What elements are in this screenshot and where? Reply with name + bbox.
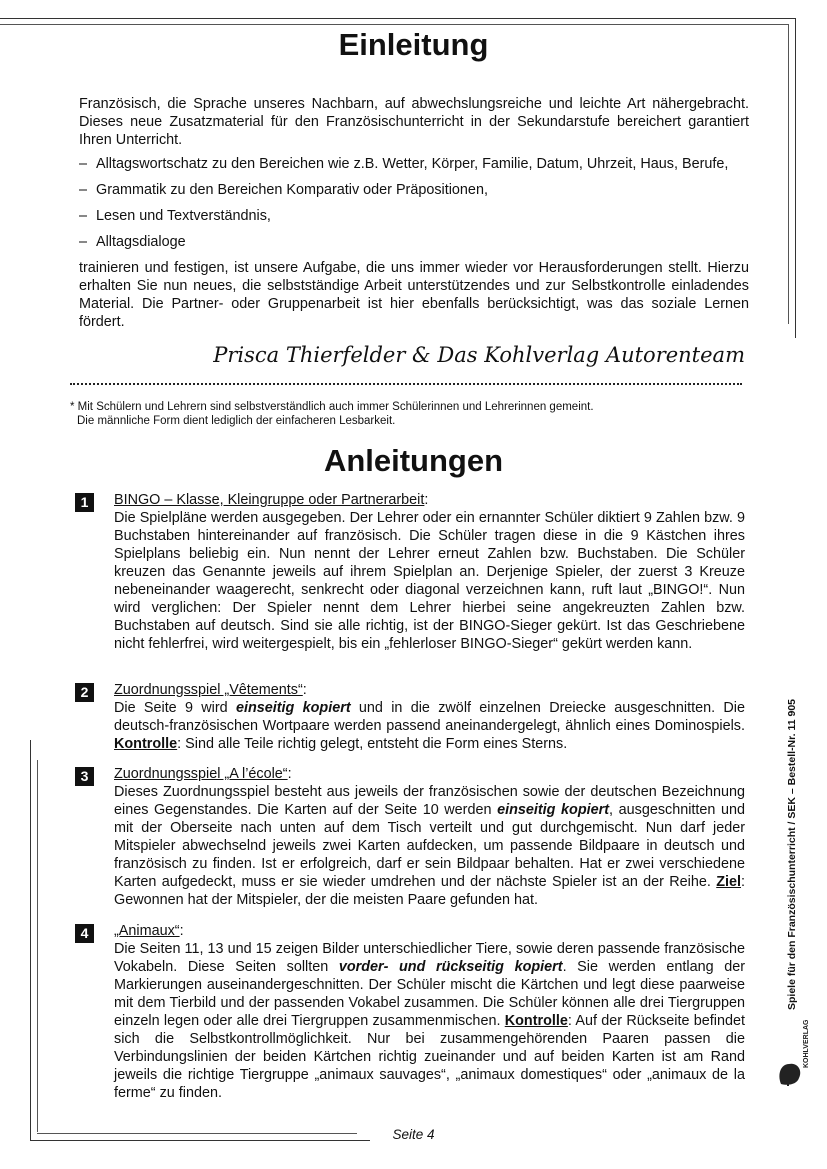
- step-text: : Gewonnen hat der Mitspieler, der die meisten Paare gefunden hat.: [114, 874, 745, 908]
- list-item: – Alltagsdialoge: [79, 234, 186, 250]
- step-text: . Sie werden entlang der Markierungen auseinandergeschnitten. Der Schüler mischt die Kärtchen und legt diese paarweise mit dem Tierbild und der passenden Vokabel zusammen. Die Schüler können alle drei Tiergruppen einzeln legen oder alle drei Tiergruppen zusammenmischen.: [114, 959, 745, 1029]
- step-body: Zuordnungsspiel „A l’école“: Dieses Zuordnungsspiel besteht aus jeweils der französischen sowie der deutschen Bezeichnung eines Gegenstandes. Die Karten auf der Seite 10 werden einseitig kopiert, ausgeschnitten und mit der Oberseite nach unten auf dem Tisch verteilt und gut durchgemischt. Nun darf jeder Mitspieler abwechselnd jeweils zwei Karten aufdecken, um passende Bildpaare in deutsch und französisch zu finden. Ist er erfolgreich, darf er sein Bildpaar behalten. Hat er zwei verschiedene Karten aufgedeckt, muss er sie wieder umdrehen und der nächste Spieler ist an der Reihe. Ziel: Gewonnen hat der Mitspieler, der die meisten Paare gefunden hat.: [114, 766, 746, 908]
- list-item: – Lesen und Textverständnis,: [79, 208, 271, 224]
- frame-line: [795, 18, 796, 338]
- step-text: : Sind alle Teile richtig gelegt, entsteht die Form eines Sterns.: [177, 736, 568, 752]
- page-title: Einleitung: [338, 27, 489, 62]
- frame-line: [37, 760, 38, 1132]
- emphasis-text: einseitig kopiert: [235, 700, 351, 716]
- step-text: , ausgeschnitten und mit der Oberseite nach unten auf dem Tisch verteilt und gut durchgemischt. Nun darf jeder Mitspieler abwechselnd jeweils zwei Karten aufdecken, um passende Bildpaare in deutsch und französisch zu finden. Ist er erfolgreich, darf er sein Bildpaar behalten. Hat er zwei verschiedene Karten aufgedeckt, muss er sie wieder umdrehen und der nächste Spieler ist an der Reihe.: [114, 802, 746, 890]
- list-item-text: Alltagsdialoge: [96, 234, 186, 250]
- list-item-text: Alltagswortschatz zu den Bereichen wie z.B. Wetter, Körper, Familie, Datum, Uhrzeit, Haus, Berufe,: [96, 156, 729, 172]
- step-text: Dieses Zuordnungsspiel besteht aus jeweils der französischen sowie der deutschen Bezeichnung eines Gegenstandes. Die Karten auf der Seite 10 werden: [114, 784, 745, 818]
- footnote: [70, 400, 594, 428]
- topic-list: [79, 155, 749, 259]
- step-heading: Zuordnungsspiel „A l’école“: [114, 766, 288, 782]
- footnote-line: Die männliche Form dient lediglich der einfacheren Lesbarkeit.: [77, 415, 396, 427]
- list-item: – Grammatik zu den Bereichen Komparativ oder Präpositionen,: [79, 182, 488, 198]
- step-body: BINGO – Klasse, Kleingruppe oder Partnerarbeit: Die Spielpläne werden ausgegeben. Der Lehrer oder ein ernannter Schüler diktiert 9 Zahlen bzw. 9 Buchstaben hintereinander auf französisch. Die Schüler tragen diese in die 9 Kästchen ihres Spielplans beliebig ein. Nun nennt der Lehrer erneut Zahlen bzw. Buchstaben. Die Schüler kreuzen das Genannte jeweils auf ihrem Spielplan an. Derjenige Spieler, der zuerst 3 Kreuze nebeneinander waagerecht, senkrecht oder diagonal verzeichnen kann, ruft laut „BINGO!“. Nun wird verglichen: Der Spieler nennt dem Lehrer hierbei seine angekreuzten Zahlen bzw. Buchstaben auf deutsch. Sind sie alle richtig, ist der BINGO-Sieger gekürt. Ist das Geschriebene nicht fehlerfrei, wird weitergespielt, bis ein „fehlerloser BINGO-Sieger“ gekürt werden kann.: [114, 492, 745, 652]
- instruction-step: [75, 491, 745, 653]
- keyword-text: Kontrolle: [114, 736, 178, 752]
- frame-line: [0, 18, 795, 19]
- list-item: – Alltagswortschatz zu den Bereichen wie z.B. Wetter, Körper, Familie, Datum, Uhrzeit, Haus, Berufe,: [79, 156, 729, 172]
- step-text: Die Seiten 11, 13 und 15 zeigen Bilder unterschiedlicher Tiere, sowie deren passende französische Vokabeln. Diese Seiten sollten: [114, 941, 745, 975]
- logo-text: KOHLVERLAG: [803, 1019, 810, 1068]
- instruction-step: [75, 922, 745, 1102]
- step-heading: Zuordnungsspiel „Vêtements“: [114, 682, 303, 698]
- intro-paragraph: trainieren und festigen, ist unsere Aufgabe, die uns immer wieder vor Herausforderungen stellt. Hierzu erhalten Sie nun neues, die selbstständige Arbeit unterstützendes und zur Selbstkontrolle einladendes Material. Die Partner- oder Gruppenarbeit ist hier ebenfalls berücksichtigt, was das soziale Lernen fördert.: [79, 260, 749, 330]
- list-item-text: Lesen und Textverständnis,: [96, 208, 271, 224]
- step-number-badge: 4: [75, 924, 94, 943]
- keyword-text: Kontrolle: [504, 1013, 568, 1029]
- kohlverlag-logo: [775, 1018, 817, 1088]
- step-text: Die Spielpläne werden ausgegeben. Der Lehrer oder ein ernannter Schüler diktiert 9 Zahlen bzw. 9 Buchstaben hintereinander auf französisch. Die Schüler tragen diese in die 9 Kästchen ihres Spielplans beliebig ein. Nun nennt der Lehrer erneut Zahlen bzw. Buchstaben. Die Schüler kreuzen das Genannte jeweils auf ihrem Spielplan an. Derjenige Spieler, der zuerst 3 Kreuze nebeneinander waagerecht, senkrecht oder diagonal verzeichnen kann, ruft laut „BINGO!“. Nun wird verglichen: Der Spieler nennt dem Lehrer hierbei seine angekreuzten Zahlen bzw. Buchstaben auf deutsch. Sind sie alle richtig, ist der BINGO-Sieger gekürt. Ist das Geschriebene nicht fehlerfrei, wird weitergespielt, bis ein „fehlerloser BINGO-Sieger“ gekürt werden kann.: [114, 510, 745, 652]
- step-heading: BINGO – Klasse, Kleingruppe oder Partnerarbeit: [114, 492, 425, 508]
- instruction-step: [75, 681, 745, 753]
- step-text: Die Seite 9 wird: [114, 700, 236, 716]
- dotted-divider: [70, 383, 742, 385]
- frame-line: [0, 24, 788, 25]
- intro-section: [79, 95, 749, 331]
- footnote-line: * Mit Schülern und Lehrern sind selbstverständlich auch immer Schülerinnen und Lehrerinnen gemeint.: [70, 401, 594, 413]
- intro-paragraph: Französisch, die Sprache unseres Nachbarn, auf abwechslungsreiche und leichte Art nähergebracht. Dieses neue Zusatzmaterial für den Französischunterricht in der Sekundarstufe bereichert garantiert Ihren Unterricht.: [79, 96, 749, 148]
- step-text: und in die zwölf einzelnen Dreiecke ausgeschnitten. Die deutsch-französischen Wortpaare werden passend aneinandergelegt, ähnlich eines Dominospiels.: [114, 700, 745, 734]
- step-number-badge: 3: [75, 767, 94, 786]
- frame-line: [788, 24, 789, 324]
- step-heading: „Animaux“: [114, 923, 180, 939]
- step-body: „Animaux“: Die Seiten 11, 13 und 15 zeigen Bilder unterschiedlicher Tiere, sowie deren passende französische Vokabeln. Diese Seiten sollten vorder- und rückseitig kopiert. Sie werden entlang der Markierungen auseinandergeschnitten. Der Schüler mischt die Kärtchen und legt diese paarweise mit dem Tierbild und der passenden Vokabel zusammen. Die Schüler können alle drei Tiergruppen einzeln legen oder alle drei Tiergruppen zusammenmischen. Kontrolle: Auf der Rückseite befindet sich die Selbstkontrollmöglichkeit. Nur bei zusammengehörenden Paaren passen die Verbindungslinien der beiden Kärtchen richtig zueinander und auf beiden Karten ist am Rand jeweils die richtige Tiergruppe „animaux sauvages“, „animaux domestiques“ oder „animaux de la ferme“ zu finden.: [114, 923, 745, 1101]
- section-title: Anleitungen: [323, 443, 504, 478]
- step-number-badge: 2: [75, 683, 94, 702]
- emphasis-text: einseitig kopiert: [497, 802, 610, 818]
- author-signature: Prisca Thierfelder & Das Kohlverlag Autorenteam: [213, 343, 745, 367]
- step-number-badge: 1: [75, 493, 94, 512]
- instruction-step: [75, 765, 745, 909]
- step-body: Zuordnungsspiel „Vêtements“: Die Seite 9 wird einseitig kopiert und in die zwölf einzelnen Dreiecke ausgeschnitten. Die deutsch-französischen Wortpaare werden passend aneinandergelegt, ähnlich eines Dominospiels. Kontrolle: Sind alle Teile richtig gelegt, entsteht die Form eines Sterns.: [114, 682, 745, 752]
- list-item-text: Grammatik zu den Bereichen Komparativ oder Präpositionen,: [96, 182, 488, 198]
- order-number-sidebar: Spiele für den Französischunterricht / SEK – Bestell-Nr. 11 905: [786, 698, 798, 1010]
- step-text: : Auf der Rückseite befindet sich die Selbstkontrollmöglichkeit. Nur bei zusammengehörenden Paaren passen die Verbindungslinien der beiden Kärtchen richtig zueinander und auf beiden Karten ist am Rand jeweils die richtige Tiergruppe „animaux sauvages“, „animaux domestiques“ oder „animaux de la ferme“ zu finden.: [114, 1013, 745, 1101]
- frame-line: [30, 740, 31, 1140]
- emphasis-text: vorder- und rückseitig kopiert: [338, 959, 563, 975]
- page-number: Seite 4: [392, 1127, 435, 1142]
- keyword-text: Ziel: [716, 874, 741, 890]
